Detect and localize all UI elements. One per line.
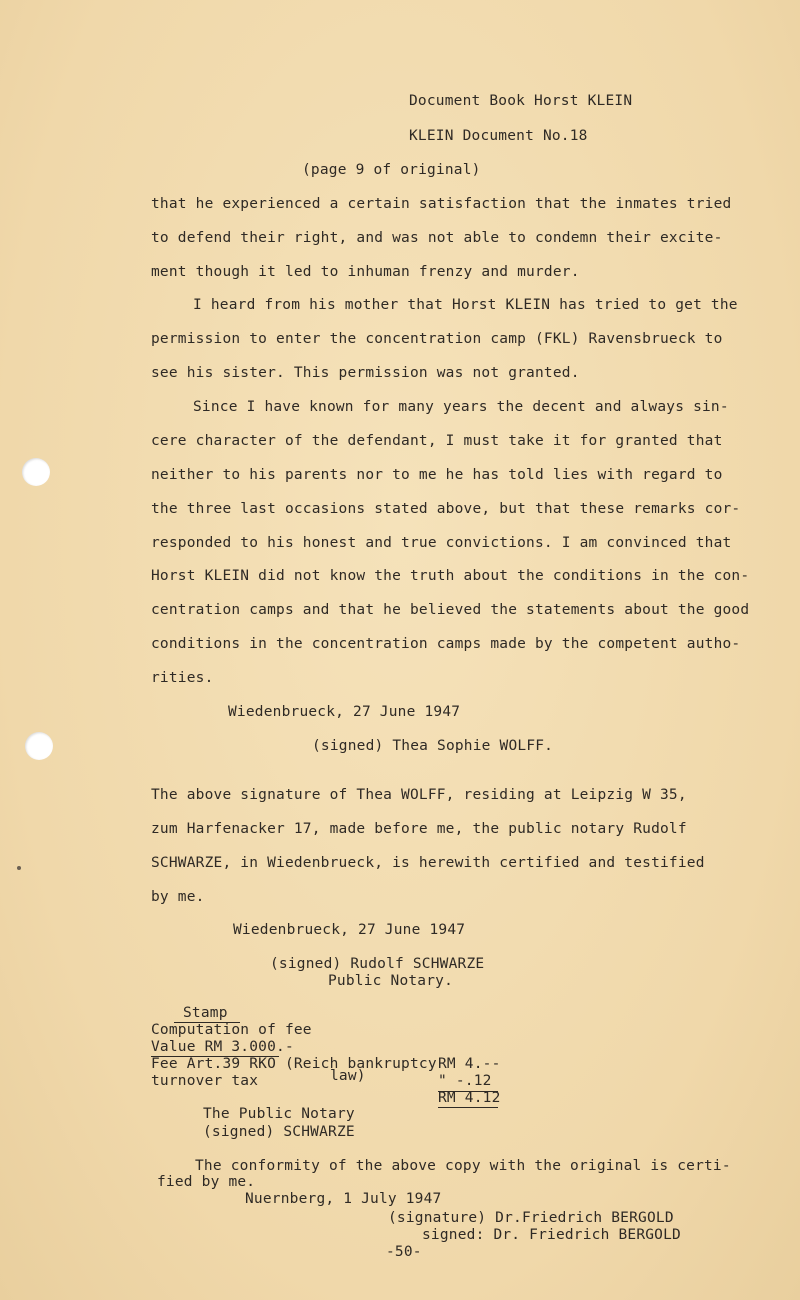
body-line: the three last occasions stated above, but that these remarks cor-	[151, 501, 741, 517]
punch-hole	[22, 458, 50, 486]
doc-number: KLEIN Document No.18	[409, 128, 588, 144]
body-line: centration camps and that he believed the statements about the good	[151, 602, 750, 618]
paper-speck	[17, 866, 21, 870]
body-line: to defend their right, and was not able to condemn their excite-	[151, 230, 723, 246]
body-line: Horst KLEIN did not know the truth about the conditions in the con-	[151, 568, 750, 584]
cert-line: by me.	[151, 889, 205, 905]
body-line: see his sister. This permission was not granted.	[151, 365, 580, 381]
place-date: Wiedenbrueck, 27 June 1947	[228, 704, 461, 720]
fee-amount: RM 4.--	[438, 1056, 501, 1072]
body-line: rities.	[151, 670, 214, 686]
punch-hole	[25, 732, 53, 760]
page-reference: (page 9 of original)	[302, 162, 481, 178]
fee-total: RM 4.12	[438, 1090, 501, 1106]
place-date: Wiedenbrueck, 27 June 1947	[233, 922, 466, 938]
fee-value: Value RM 3.000.-	[151, 1039, 294, 1055]
body-line: Since I have known for many years the decent and always sin-	[193, 399, 729, 415]
signature-text: (signed) Thea Sophie WOLFF.	[312, 738, 554, 754]
fee-article-cont: law)	[330, 1068, 366, 1084]
notary-block: (signed) SCHWARZE	[203, 1124, 355, 1140]
doc-book-title: Document Book Horst KLEIN	[409, 93, 633, 109]
body-line: that he experienced a certain satisfaction that the inmates tried	[151, 196, 732, 212]
fee-turnover: turnover tax	[151, 1073, 259, 1089]
sum-rule	[438, 1107, 498, 1108]
page-number: -50-	[386, 1244, 422, 1260]
fee-amount: " -.12	[438, 1073, 492, 1089]
body-line: I heard from his mother that Horst KLEIN has tried to get the	[193, 297, 738, 313]
notary-title: Public Notary.	[328, 973, 454, 989]
place-date: Nuernberg, 1 July 1947	[245, 1191, 442, 1207]
fee-computation: Computation of fee	[151, 1022, 312, 1038]
body-line: responded to his honest and true convictions. I am convinced that	[151, 535, 732, 551]
body-line: neither to his parents nor to me he has told lies with regard to	[151, 467, 723, 483]
conformity-line: fied by me.	[157, 1174, 256, 1190]
fee-article: Fee Art.39 RKO (Reich bankruptcy	[151, 1056, 437, 1072]
signature-text: (signed) Rudolf SCHWARZE	[270, 956, 485, 972]
cert-line: zum Harfenacker 17, made before me, the public notary Rudolf	[151, 821, 687, 837]
conformity-line: The conformity of the above copy with the original is certi-	[195, 1158, 731, 1174]
cert-line: SCHWARZE, in Wiedenbrueck, is herewith certified and testified	[151, 855, 705, 871]
body-line: conditions in the concentration camps made by the competent autho-	[151, 636, 741, 652]
cert-line: The above signature of Thea WOLFF, residing at Leipzig W 35,	[151, 787, 687, 803]
stamp-label: Stamp	[183, 1005, 228, 1021]
signature-text: signed: Dr. Friedrich BERGOLD	[422, 1227, 681, 1243]
body-line: cere character of the defendant, I must take it for granted that	[151, 433, 723, 449]
body-line: permission to enter the concentration camp (FKL) Ravensbrueck to	[151, 331, 723, 347]
notary-block: The Public Notary	[203, 1106, 355, 1122]
signature-text: (signature) Dr.Friedrich BERGOLD	[388, 1210, 674, 1226]
body-line: ment though it led to inhuman frenzy and murder.	[151, 264, 580, 280]
